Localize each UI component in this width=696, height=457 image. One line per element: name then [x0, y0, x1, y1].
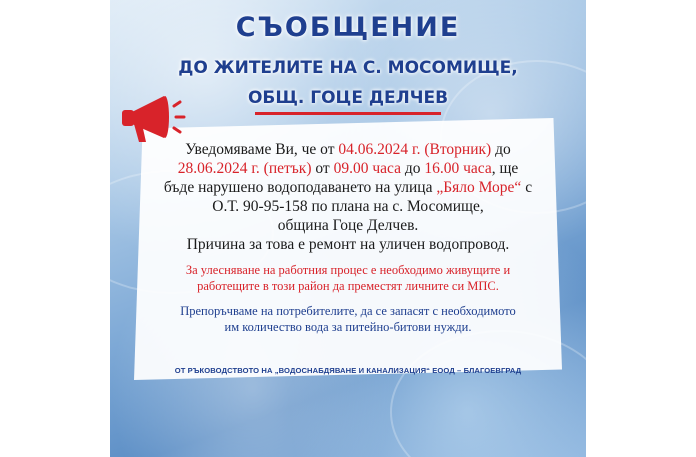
- text: бъде нарушено водоподаването на улица: [163, 179, 437, 196]
- right-margin: [586, 0, 696, 457]
- notice-line: О.Т. 90-95-158 по плана на с. Мосомище,: [212, 198, 484, 215]
- text: с: [521, 179, 533, 196]
- notice-title: СЪОБЩЕНИЕ: [235, 12, 461, 43]
- text: до: [491, 141, 511, 158]
- text: от: [311, 160, 334, 177]
- footer-signature: ОТ РЪКОВОДСТВОТО НА „ВОДОСНАБДЯВАНЕ И КАНАЛИЗАЦИЯ“ ЕООД – БЛАГОЕВГРАД: [174, 366, 522, 375]
- notice-line: [110, 140, 586, 159]
- notice-subtitle-municipality: ОБЩ. ГОЦЕ ДЕЛЧЕВ: [247, 88, 449, 108]
- notice-line: община Гоце Делчев.: [277, 217, 419, 234]
- time-to: 16.00 часа: [424, 160, 492, 177]
- warning-line: работещите в този район да преместят личните си МПС.: [197, 279, 499, 293]
- text: Уведомяваме Ви, че от: [185, 141, 339, 158]
- warning-line: За улесняване на работния процес е необходимо живущите и: [185, 263, 511, 277]
- notice-body: [110, 140, 586, 254]
- water-advice: [110, 303, 586, 335]
- advice-line: Препоръчваме на потребителите, да се запасят с необходимото: [180, 304, 516, 318]
- notice-subtitle-village: ДО ЖИТЕЛИТЕ НА С. МОСОМИЩЕ,: [178, 58, 518, 78]
- time-from: 09.00 часа: [333, 160, 401, 177]
- text: , ще: [491, 160, 519, 177]
- text: до: [400, 160, 425, 177]
- advice-line: им количество вода за питейно-битови нужди.: [224, 320, 472, 334]
- street-name: „Бяло Море“: [436, 179, 522, 196]
- vehicle-warning: [110, 262, 586, 294]
- date-to: 28.06.2024 г. (петък): [177, 160, 312, 177]
- left-margin: [0, 0, 110, 457]
- title-underline: [255, 112, 441, 115]
- notice-reason: Причина за това е ремонт на уличен водопровод.: [186, 236, 510, 253]
- notice-line: [110, 159, 586, 178]
- notice-poster: [110, 0, 586, 457]
- date-from: 04.06.2024 г. (Вторник): [338, 141, 492, 158]
- notice-line: [110, 178, 586, 197]
